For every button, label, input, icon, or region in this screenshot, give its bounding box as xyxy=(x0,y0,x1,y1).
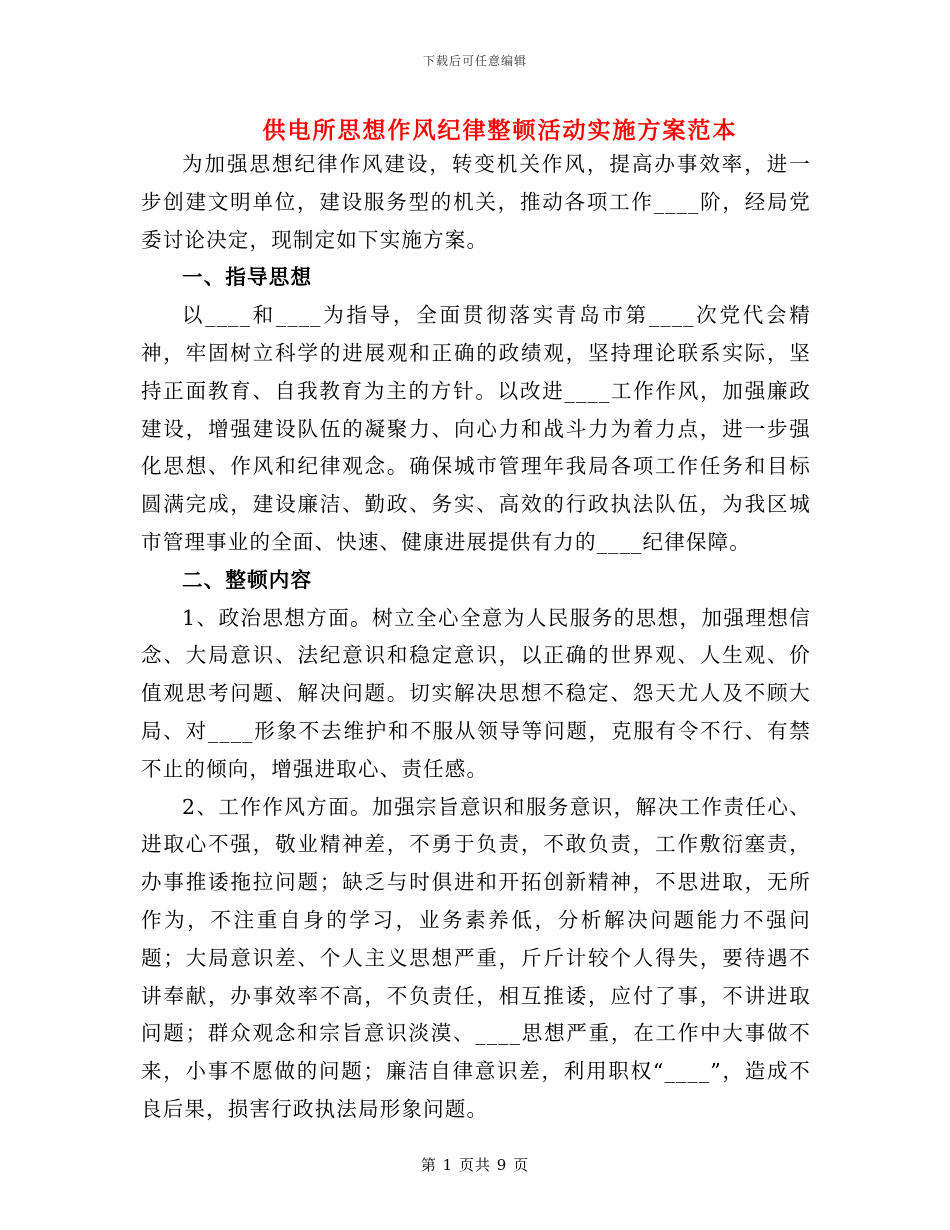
political-thought-paragraph: 1、政治思想方面。树立全心全意为人民服务的思想，加强理想信念、大局意识、法纪意识和稳定意识，以正确的世界观、人生观、价值观思考问题、解决问题。切实解决思想不稳定、怨天尤人及不顾大局、对____形象不去维护和不服从领导等问题，克服有令不行、有禁不止的倾向，增强进取心、责任感。 xyxy=(141,605,811,781)
document-title: 供电所思想作风纪律整顿活动实施方案范本 xyxy=(262,117,738,144)
document-body xyxy=(141,146,811,1129)
guiding-thought-paragraph: 以____和____为指导，全面贯彻落实青岛市第____次党代会精神，牢固树立科学的进展观和正确的政绩观，坚持理论联系实际，坚持正面教育、自我教育为主的方针。以改进____工作作风，加强廉政建设，增强建设队伍的凝聚力、向心力和战斗力为着力点，进一步强化思想、作风和纪律观念。确保城市管理年我局各项工作任务和目标圆满完成，建设廉洁、勤政、务实、高效的行政执法队伍，为我区城市管理事业的全面、快速、健康进展提供有力的____纪律保障。 xyxy=(141,303,811,554)
work-style-paragraph: 2、工作作风方面。加强宗旨意识和服务意识，解决工作责任心、进取心不强，敬业精神差，不勇于负责，不敢负责，工作敷衍塞责，办事推诿拖拉问题；缺乏与时俱进和开拓创新精神，不思进取，无所作为，不注重自身的学习，业务素养低，分析解决问题能力不强问题；大局意识差、个人主义思想严重，斤斤计较个人得失，要待遇不讲奉献，办事效率不高，不负责任，相互推诿，应付了事，不讲进取问题；群众观念和宗旨意识淡漠、____思想严重，在工作中大事做不来，小事不愿做的问题；廉洁自律意识差，利用职权“____”，造成不良后果，损害行政执法局形象问题。 xyxy=(141,794,811,1121)
intro-paragraph: 为加强思想纪律作风建设，转变机关作风，提高办事效率，进一步创建文明单位，建设服务型的机关，推动各项工作____阶，经局党委讨论决定，现制定如下实施方案。 xyxy=(141,152,811,252)
section-heading-rectification-content: 二、整顿内容 xyxy=(182,567,313,592)
section-heading-guiding-thought: 一、指导思想 xyxy=(182,265,313,290)
page-footer: 第 1 页共 9 页 xyxy=(420,1156,530,1174)
page-header: 下载后可任意编辑 xyxy=(422,54,527,68)
